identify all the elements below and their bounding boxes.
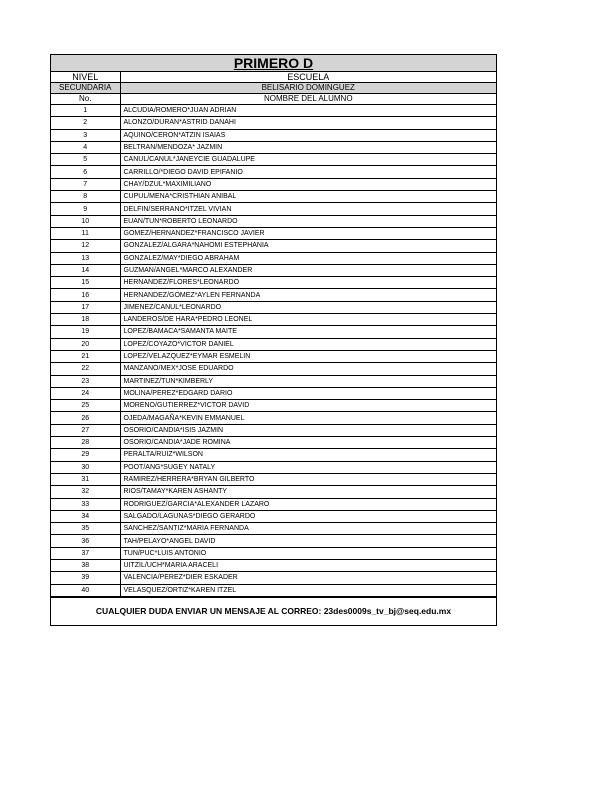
student-number: 1 xyxy=(51,105,120,117)
student-name: SANCHEZ/SANTIZ*MARIA FERNANDA xyxy=(120,523,496,535)
student-name: TAH/PELAYO*ANGEL DAVID xyxy=(120,535,496,547)
student-number: 19 xyxy=(51,326,120,338)
student-name: VALENCIA/PEREZ*DIER ESKADER xyxy=(120,572,496,584)
student-number: 18 xyxy=(51,314,120,326)
student-number: 13 xyxy=(51,252,120,264)
student-name: CUPUL/MENA*CRISTHIAN ANIBAL xyxy=(120,191,496,203)
table-row xyxy=(51,424,496,436)
table-row xyxy=(51,572,496,584)
student-name: DELFIN/SERRANO*ITZEL VIVIAN xyxy=(120,203,496,215)
student-name: MARTINEZ/TUN*KIMBERLY xyxy=(120,375,496,387)
student-name: TUN/PUC*LUIS ANTONIO xyxy=(120,547,496,559)
student-name: ALONZO/DURAN*ASTRID DANAHI xyxy=(120,117,496,129)
table-row xyxy=(51,252,496,264)
student-name: OSORIO/CANDIA*ISIS JAZMIN xyxy=(120,424,496,436)
table-row xyxy=(51,400,496,412)
student-number: 31 xyxy=(51,473,120,485)
student-number: 35 xyxy=(51,523,120,535)
student-number: 26 xyxy=(51,412,120,424)
number-column-header: No. xyxy=(51,94,120,105)
escuela-value: BELISARIO DOMINGUEZ xyxy=(120,83,496,94)
table-row xyxy=(51,326,496,338)
student-number: 37 xyxy=(51,547,120,559)
student-number: 23 xyxy=(51,375,120,387)
table-row xyxy=(51,314,496,326)
student-number: 9 xyxy=(51,203,120,215)
student-name: VELASQUEZ/ORTIZ*KAREN ITZEL xyxy=(120,584,496,596)
student-number: 33 xyxy=(51,498,120,510)
student-name: MOLINA/PEREZ*EDGARD DARIO xyxy=(120,387,496,399)
table-row xyxy=(51,105,496,117)
student-name: PERALTA/RUIZ*WILSON xyxy=(120,449,496,461)
student-name: MORENO/GUTIERREZ*VICTOR DAVID xyxy=(120,400,496,412)
name-column-header: NOMBRE DEL ALUMNO xyxy=(120,94,496,105)
student-number: 5 xyxy=(51,154,120,166)
student-number: 17 xyxy=(51,301,120,313)
student-name: BELTRAN/MENDOZA* JAZMIN xyxy=(120,141,496,153)
student-name: LOPEZ/BAMACA*SAMANTA MAITE xyxy=(120,326,496,338)
student-name: AQUINO/CERON*ATZIN ISAIAS xyxy=(120,129,496,141)
student-name: EUAN/TUN*ROBERTO LEONARDO xyxy=(120,215,496,227)
student-name: POOT/ANG*SUGEY NATALY xyxy=(120,461,496,473)
table-row xyxy=(51,301,496,313)
table-row xyxy=(51,535,496,547)
student-number: 14 xyxy=(51,264,120,276)
student-name: RODRIGUEZ/GARCIA*ALEXANDER LAZARO xyxy=(120,498,496,510)
student-number: 3 xyxy=(51,129,120,141)
table-row xyxy=(51,154,496,166)
student-number: 12 xyxy=(51,240,120,252)
student-number: 39 xyxy=(51,572,120,584)
table-row xyxy=(51,264,496,276)
student-number: 25 xyxy=(51,400,120,412)
student-name: RIOS/TAMAY*KAREN ASHANTY xyxy=(120,486,496,498)
student-name: SALGADO/LAGUNAS*DIEGO GERARDO xyxy=(120,510,496,522)
table-row xyxy=(51,449,496,461)
table-row xyxy=(51,289,496,301)
table-row xyxy=(51,178,496,190)
student-number: 2 xyxy=(51,117,120,129)
student-number: 22 xyxy=(51,363,120,375)
table-row xyxy=(51,559,496,571)
student-name: LOPEZ/COYAZO*VICTOR DANIEL xyxy=(120,338,496,350)
title-row xyxy=(51,55,496,72)
student-name: ALCUDIA/ROMERO*JUAN ADRIAN xyxy=(120,105,496,117)
nivel-value: SECUNDARIA xyxy=(51,83,120,94)
table-row xyxy=(51,240,496,252)
table-row xyxy=(51,141,496,153)
student-name: UITZIL/UCH*MARIA ARACELI xyxy=(120,559,496,571)
student-number: 32 xyxy=(51,486,120,498)
student-name: CANUL/CANUL*JANEYCIE GUADALUPE xyxy=(120,154,496,166)
student-name: GOMEZ/HERNANDEZ*FRANCISCO JAVIER xyxy=(120,227,496,239)
table-row xyxy=(51,338,496,350)
table-row xyxy=(51,375,496,387)
table-row xyxy=(51,166,496,178)
student-number: 21 xyxy=(51,350,120,362)
student-name: HERNANDEZ/GOMEZ*AYLEN FERNANDA xyxy=(120,289,496,301)
student-number: 10 xyxy=(51,215,120,227)
table-row xyxy=(51,437,496,449)
student-number: 28 xyxy=(51,437,120,449)
table-row xyxy=(51,412,496,424)
table-row xyxy=(51,584,496,596)
contact-footer: CUALQUIER DUDA ENVIAR UN MENSAJE AL CORREO: 23des0009s_tv_bj@seq.edu.mx xyxy=(51,597,496,625)
table-row xyxy=(51,277,496,289)
student-name: OJEDA/MAGAÑA*KEVIN EMMANUEL xyxy=(120,412,496,424)
escuela-label: ESCUELA xyxy=(120,72,496,83)
student-name: CARRILLO/*DIEGO DAVID EPIFANIO xyxy=(120,166,496,178)
column-header-row xyxy=(51,94,496,105)
table-row xyxy=(51,461,496,473)
table-row xyxy=(51,129,496,141)
table-row xyxy=(51,486,496,498)
table-row xyxy=(51,547,496,559)
table-row xyxy=(51,387,496,399)
student-number: 6 xyxy=(51,166,120,178)
student-name: CHAY/DZUL*MAXIMILIANO xyxy=(120,178,496,190)
table-row xyxy=(51,363,496,375)
student-number: 27 xyxy=(51,424,120,436)
student-list-sheet xyxy=(50,54,497,626)
student-number: 40 xyxy=(51,584,120,596)
header-label-row xyxy=(51,72,496,83)
student-name: LOPEZ/VELAZQUEZ*EYMAR ESMELIN xyxy=(120,350,496,362)
student-number: 8 xyxy=(51,191,120,203)
table-row xyxy=(51,523,496,535)
table-row xyxy=(51,227,496,239)
student-number: 15 xyxy=(51,277,120,289)
table-row xyxy=(51,203,496,215)
table-row xyxy=(51,191,496,203)
student-name: GONZALEZ/MAY*DIEGO ABRAHAM xyxy=(120,252,496,264)
student-name: GUZMAN/ANGEL*MARCO ALEXANDER xyxy=(120,264,496,276)
table-row xyxy=(51,473,496,485)
student-name: GONZALEZ/ALGARA*NAHOMI ESTEPHANIA xyxy=(120,240,496,252)
nivel-label: NIVEL xyxy=(51,72,120,83)
table-row xyxy=(51,498,496,510)
student-number: 7 xyxy=(51,178,120,190)
student-name: MANZANO/MEX*JOSE EDUARDO xyxy=(120,363,496,375)
table-row xyxy=(51,350,496,362)
header-value-row xyxy=(51,83,496,94)
student-name: OSORIO/CANDIA*JADE ROMINA xyxy=(120,437,496,449)
table-row xyxy=(51,215,496,227)
table-row xyxy=(51,510,496,522)
student-table xyxy=(51,55,496,597)
student-name: RAMIREZ/HERRERA*BRYAN GILBERTO xyxy=(120,473,496,485)
student-number: 4 xyxy=(51,141,120,153)
student-number: 11 xyxy=(51,227,120,239)
student-number: 36 xyxy=(51,535,120,547)
group-title: PRIMERO D xyxy=(51,55,496,72)
student-number: 20 xyxy=(51,338,120,350)
student-number: 24 xyxy=(51,387,120,399)
table-row xyxy=(51,117,496,129)
student-number: 38 xyxy=(51,559,120,571)
student-number: 34 xyxy=(51,510,120,522)
student-number: 29 xyxy=(51,449,120,461)
student-number: 30 xyxy=(51,461,120,473)
student-name: HERNANDEZ/FLORES*LEONARDO xyxy=(120,277,496,289)
student-name: LANDEROS/DE HARA*PEDRO LEONEL xyxy=(120,314,496,326)
student-name: JIMENEZ/CANUL*LEONARDO xyxy=(120,301,496,313)
student-number: 16 xyxy=(51,289,120,301)
